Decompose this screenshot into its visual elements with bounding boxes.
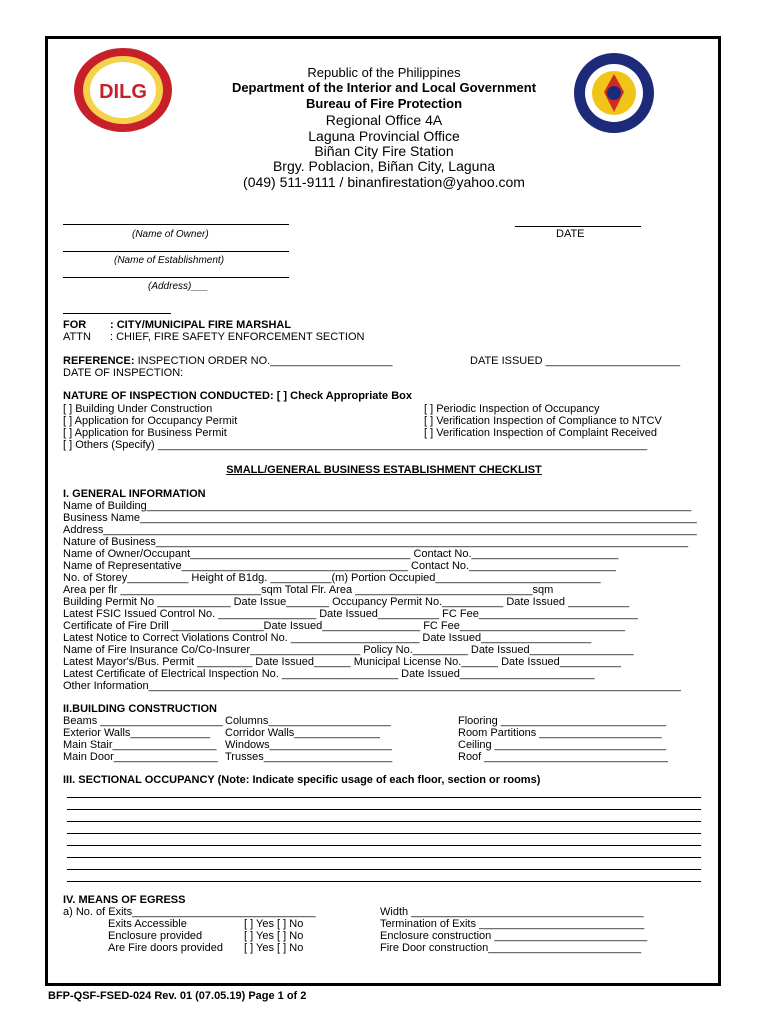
nature-right-3[interactable]: [ ] Verification Inspection of Complaint Received xyxy=(424,427,657,439)
building-cell[interactable]: Columns____________________ xyxy=(225,715,391,727)
general-row[interactable]: Latest Mayor's/Bus. Permit _________ Date Issued______ Municipal License No.______ Date Issued__________ xyxy=(63,656,621,668)
header-address: Brgy. Poblacion, Biñan City, Laguna xyxy=(272,158,496,174)
general-row[interactable]: Area per flr _______________________sqm Total Flr. Area _____________________________sqm xyxy=(63,584,554,596)
nature-others[interactable]: [ ] Others (Specify) ________________________________________________________________________________ xyxy=(63,439,648,451)
egress-enclosure: Enclosure provided xyxy=(108,930,203,942)
building-cell[interactable]: Beams ____________________ xyxy=(63,715,223,727)
egress-accessible: Exits Accessible xyxy=(108,918,187,930)
header-republic: Republic of the Philippines xyxy=(307,65,461,80)
building-cell[interactable]: Windows____________________ xyxy=(225,739,392,751)
building-cell[interactable]: Trusses_____________________ xyxy=(225,751,393,763)
header-contact: (049) 511-9111 / binanfirestation@yahoo.com xyxy=(243,174,525,190)
egress-firedoors: Are Fire doors provided xyxy=(108,942,223,954)
nature-title: NATURE OF INSPECTION CONDUCTED: [ ] Check Appropriate Box xyxy=(63,390,412,402)
yesno-2[interactable]: [ ] Yes [ ] No xyxy=(244,930,304,942)
sectional-line[interactable] xyxy=(67,869,701,870)
sectional-line[interactable] xyxy=(67,845,701,846)
general-row[interactable]: Name of Representative_____________________________________ Contact No.________________________ xyxy=(63,560,616,572)
address-line[interactable] xyxy=(63,277,289,278)
sectional-line[interactable] xyxy=(67,881,701,882)
building-title: II.BUILDING CONSTRUCTION xyxy=(63,703,217,715)
date-line[interactable] xyxy=(515,226,641,227)
general-row[interactable]: Address_________________________________________________________________________________________________ xyxy=(63,524,697,536)
egress-termination[interactable]: Termination of Exits ___________________________ xyxy=(380,918,645,930)
svg-text:DILG: DILG xyxy=(99,81,147,103)
egress-enclosure-construction[interactable]: Enclosure construction _________________________ xyxy=(380,930,648,942)
general-row[interactable]: Latest FSIC Issued Control No. ________________ Date Issued__________ FC Fee__________________________ xyxy=(63,608,638,620)
nature-left-2[interactable]: [ ] Application for Occupancy Permit xyxy=(63,415,238,427)
establishment-caption: (Name of Establishment) xyxy=(114,255,225,266)
date-of-inspection[interactable]: DATE OF INSPECTION: xyxy=(63,367,184,379)
nature-right-2[interactable]: [ ] Verification Inspection of Compliance to NTCV xyxy=(424,415,662,427)
nature-left-1[interactable]: [ ] Building Under Construction xyxy=(63,403,213,415)
general-row[interactable]: No. of Storey__________ Height of B1dg. __________(m) Portion Occupied___________________________ xyxy=(63,572,601,584)
for-text: : CITY/MUNICIPAL FIRE MARSHAL xyxy=(110,319,292,331)
egress-exits[interactable]: a) No. of Exits______________________________ xyxy=(63,906,316,918)
general-row[interactable]: Name of Owner/Occupant____________________________________ Contact No.________________________ xyxy=(63,548,619,560)
general-row[interactable]: Other Information_______________________________________________________________________________________ xyxy=(63,680,681,692)
header-region: Regional Office 4A xyxy=(325,112,443,128)
sectional-line[interactable] xyxy=(67,821,701,822)
header-province: Laguna Provincial Office xyxy=(308,128,460,144)
yesno-3[interactable]: [ ] Yes [ ] No xyxy=(244,942,304,954)
general-row[interactable]: Business Name___________________________________________________________________________________________ xyxy=(63,512,697,524)
date-issued-line[interactable]: DATE ISSUED ______________________ xyxy=(470,355,681,367)
building-cell[interactable]: Flooring ___________________________ xyxy=(458,715,666,727)
building-cell[interactable]: Main Stair_________________ xyxy=(63,739,217,751)
checklist-title: SMALL/GENERAL BUSINESS ESTABLISHMENT CHECKLIST xyxy=(226,464,542,476)
reference-line[interactable]: REFERENCE: INSPECTION ORDER NO.____________________ xyxy=(63,355,393,367)
owner-line[interactable] xyxy=(63,224,289,225)
general-title: I. GENERAL INFORMATION xyxy=(63,488,206,500)
sectional-line[interactable] xyxy=(67,833,701,834)
for-label: FOR xyxy=(63,319,87,331)
address-caption: (Address)___ xyxy=(148,281,209,292)
egress-width[interactable]: Width ______________________________________ xyxy=(380,906,644,918)
sectional-title: III. SECTIONAL OCCUPANCY (Note: Indicate specific usage of each floor, section or rooms) xyxy=(63,774,541,786)
sectional-line[interactable] xyxy=(67,797,701,798)
building-cell[interactable]: Main Door_________________ xyxy=(63,751,218,763)
general-row[interactable]: Nature of Business_______________________________________________________________________________________ xyxy=(63,536,689,548)
short-line xyxy=(63,313,171,314)
sectional-line[interactable] xyxy=(67,857,701,858)
general-row[interactable]: Name of Fire Insurance Co/Co-Insurer__________________ Policy No._________ Date Issued_________________ xyxy=(63,644,634,656)
nature-right-1[interactable]: [ ] Periodic Inspection of Occupancy xyxy=(424,403,600,415)
general-row[interactable]: Building Permit No ____________ Date Issue_______ Occupancy Permit No.__________ Date Issued __________ xyxy=(63,596,630,608)
building-cell[interactable]: Exterior Walls_____________ xyxy=(63,727,210,739)
sectional-line[interactable] xyxy=(67,809,701,810)
nature-left-3[interactable]: [ ] Application for Business Permit xyxy=(63,427,227,439)
general-row[interactable]: Latest Certificate of Electrical Inspection No. ___________________ Date Issued______________________ xyxy=(63,668,595,680)
form-code: BFP-QSF-FSED-024 Rev. 01 (07.05.19) Page 1 of 2 xyxy=(48,990,307,1002)
header-bfp: Bureau of Fire Protection xyxy=(305,96,463,111)
date-caption: DATE xyxy=(556,228,585,240)
egress-title: IV. MEANS OF EGRESS xyxy=(63,894,186,906)
general-row[interactable]: Latest Notice to Correct Violations Control No. _____________________ Date Issued__________________ xyxy=(63,632,592,644)
header-dilg: Department of the Interior and Local Government xyxy=(231,80,537,95)
building-cell[interactable]: Ceiling ____________________________ xyxy=(458,739,666,751)
yesno-1[interactable]: [ ] Yes [ ] No xyxy=(244,918,304,930)
attn-label: ATTN xyxy=(63,331,91,343)
general-row[interactable]: Certificate of Fire Drill _______________Date Issued________________ FC Fee___________________________ xyxy=(63,620,626,632)
general-row[interactable]: Name of Building_________________________________________________________________________________________ xyxy=(63,500,692,512)
attn-text: : CHIEF, FIRE SAFETY ENFORCEMENT SECTION xyxy=(110,331,365,343)
egress-firedoor-construction[interactable]: Fire Door construction_________________________ xyxy=(380,942,642,954)
establishment-line[interactable] xyxy=(63,251,289,252)
header-station: Biñan City Fire Station xyxy=(314,143,454,159)
building-cell[interactable]: Room Partitions ____________________ xyxy=(458,727,662,739)
owner-caption: (Name of Owner) xyxy=(132,229,209,240)
building-cell[interactable]: Corridor Walls______________ xyxy=(225,727,380,739)
building-cell[interactable]: Roof ______________________________ xyxy=(458,751,668,763)
